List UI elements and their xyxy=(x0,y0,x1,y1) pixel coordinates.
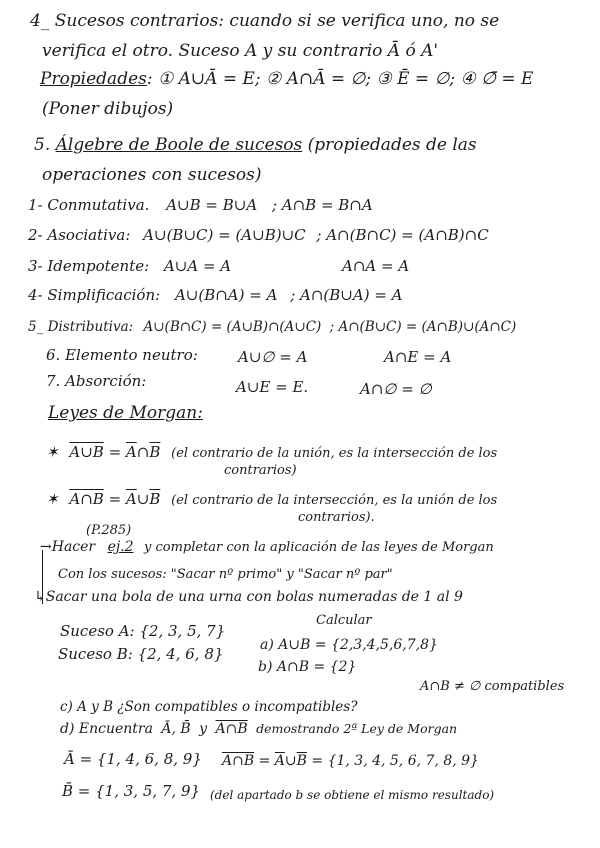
answer-a: a) A∪B = {2,3,4,5,6,7,8} xyxy=(260,637,438,653)
exercise-sacar xyxy=(34,588,463,606)
prop-6-a: A∪∅ = A xyxy=(238,348,308,366)
sacar-text: Sacar una bola de una urna con bolas numeradas de 1 al 9 xyxy=(45,589,463,605)
prop-5-label: 5_ Distributiva: xyxy=(28,319,134,335)
answer-b: b) A∩B = {2} xyxy=(258,659,357,675)
prop-5-b: ; A∩(B∪C) = (A∩B)∪(A∩C) xyxy=(329,319,517,335)
exercise-con: Con los sucesos: "Sacar nº primo" y "Sacar nº par" xyxy=(58,567,393,582)
prop-4-label: 4- Simplificación: xyxy=(28,286,161,304)
d-e: demostrando 2ª Ley de Morgan xyxy=(256,721,458,736)
b-complement: B̄ = {1, 3, 5, 7, 9} xyxy=(62,782,201,800)
s5-title-main: Álgebre de Boole de sucesos xyxy=(55,135,303,155)
prop-2-a: A∪(B∪C) = (A∪B)∪C xyxy=(143,226,306,244)
a-complement: Ā = {1, 4, 6, 8, 9} xyxy=(64,750,202,768)
question-d xyxy=(60,720,457,738)
s4-line1: 4_ Sucesos contrarios: cuando si se verifica uno, no se xyxy=(30,11,500,31)
morgan-law-2 xyxy=(46,490,497,510)
props-text: : ① A∪Ā = E; ② A∩Ā = ∅; ③ Ē = ∅; ④ ∅̄ = E xyxy=(146,69,534,89)
exercise-hacer xyxy=(40,538,494,557)
second-law-check xyxy=(222,752,479,770)
d-d: A∩B xyxy=(215,721,248,737)
law2-text2: contrarios). xyxy=(298,510,375,525)
prop-2 xyxy=(28,226,489,244)
prop-4 xyxy=(28,286,403,304)
law1-lhs: A∪B xyxy=(69,443,104,461)
eq-a: $\overline{A}$ xyxy=(274,753,285,769)
d-a: d) Encuentra xyxy=(60,721,153,737)
law1-rhs-a: $\overline{A}$ xyxy=(125,443,137,461)
morgan-law-1 xyxy=(46,443,497,463)
s5-title-cont: operaciones con sucesos) xyxy=(42,165,262,185)
prop-3-a: A∪A = A xyxy=(163,257,232,275)
s4-line2: verifica el otro. Suceso A y su contrario Ā ó A' xyxy=(42,41,439,61)
bullet-icon: ✶ xyxy=(46,443,59,461)
bullet-icon: ✶ xyxy=(46,490,59,508)
eq-mid: = xyxy=(254,753,275,769)
eq-op: ∪ xyxy=(284,753,297,769)
prop-3-label: 3- Idempotente: xyxy=(28,257,150,275)
s5-title xyxy=(34,136,477,154)
law2-eq: = xyxy=(103,490,126,508)
prop-1 xyxy=(28,196,373,214)
eq-note: (del apartado b se obtiene el mismo resultado) xyxy=(210,788,495,802)
law1-eq: = xyxy=(103,443,126,461)
d-b: Ā, B̄ xyxy=(161,721,191,737)
suceso-a: Suceso A: {2, 3, 5, 7} xyxy=(60,622,226,640)
question-c: c) A y B ¿Son compatibles o incompatibles? xyxy=(60,699,358,715)
law2-lhs: A∩B xyxy=(69,490,104,508)
s5-title-rest: (propiedades de las xyxy=(302,135,477,155)
prop-3-b: A∩A = A xyxy=(342,257,410,275)
s5-num: 5. xyxy=(34,135,51,155)
s4-properties xyxy=(40,70,533,88)
prop-4-b: ; A∩(B∪A) = A xyxy=(290,286,403,304)
props-label: Propiedades xyxy=(40,69,147,89)
page-ref: (P.285) xyxy=(86,523,132,538)
law1-text2: contrarios) xyxy=(224,463,297,478)
prop-5-a: A∪(B∩C) = (A∪B)∩(A∪C) xyxy=(143,319,322,335)
prop-2-label: 2- Asociativa: xyxy=(28,226,131,244)
calcular: Calcular xyxy=(316,613,372,628)
exercise-ref: ej.2 xyxy=(107,539,134,555)
prop-1-b: ; A∩B = B∩A xyxy=(271,196,373,214)
law2-rhs-a: $\overline{A}$ xyxy=(125,490,137,508)
law1-rhs-op: ∩ xyxy=(136,443,150,461)
prop-2-b: ; A∩(B∩C) = (A∩B)∩C xyxy=(316,226,489,244)
morgan-title: Leyes de Morgan: xyxy=(48,403,203,423)
prop-7-a: A∪E = E. xyxy=(236,378,309,396)
law2-text: (el contrario de la intersección, es la unión de los xyxy=(171,493,498,508)
prop-6-label: 6. Elemento neutro: xyxy=(46,346,198,364)
hacer: Hacer xyxy=(51,539,96,555)
answer-c: A∩B ≠ ∅ compatibles xyxy=(420,679,565,694)
law2-rhs-b: $\overline{B}$ xyxy=(149,490,161,508)
prop-6-b: A∩E = A xyxy=(384,348,452,366)
hacer-rest: y completar con la aplicación de las leyes de Morgan xyxy=(144,540,494,555)
prop-1-label: 1- Conmutativa. xyxy=(28,196,150,214)
prop-7-label: 7. Absorción: xyxy=(46,372,147,390)
prop-1-a: A∪B = B∪A xyxy=(166,196,258,214)
law1-text: (el contrario de la unión, es la intersección de los xyxy=(171,446,498,461)
s4-note: (Poner dibujos) xyxy=(42,99,174,119)
eq-lhs: A∩B xyxy=(222,753,255,769)
law2-rhs-op: ∪ xyxy=(136,490,150,508)
prop-5 xyxy=(28,318,516,336)
prop-3 xyxy=(28,257,231,275)
suceso-b: Suceso B: {2, 4, 6, 8} xyxy=(58,645,224,663)
law1-rhs-b: $\overline{B}$ xyxy=(149,443,161,461)
d-c: y xyxy=(199,721,208,737)
prop-7-b: A∩∅ = ∅ xyxy=(360,380,432,398)
eq-b: $\overline{B}$ xyxy=(296,753,307,769)
prop-4-a: A∪(B∩A) = A xyxy=(174,286,278,304)
arrow-right-icon: → xyxy=(40,539,52,555)
eq-set: = {1, 3, 4, 5, 6, 7, 8, 9} xyxy=(306,753,479,769)
arrow-down-right-icon: ↳ xyxy=(34,589,46,605)
